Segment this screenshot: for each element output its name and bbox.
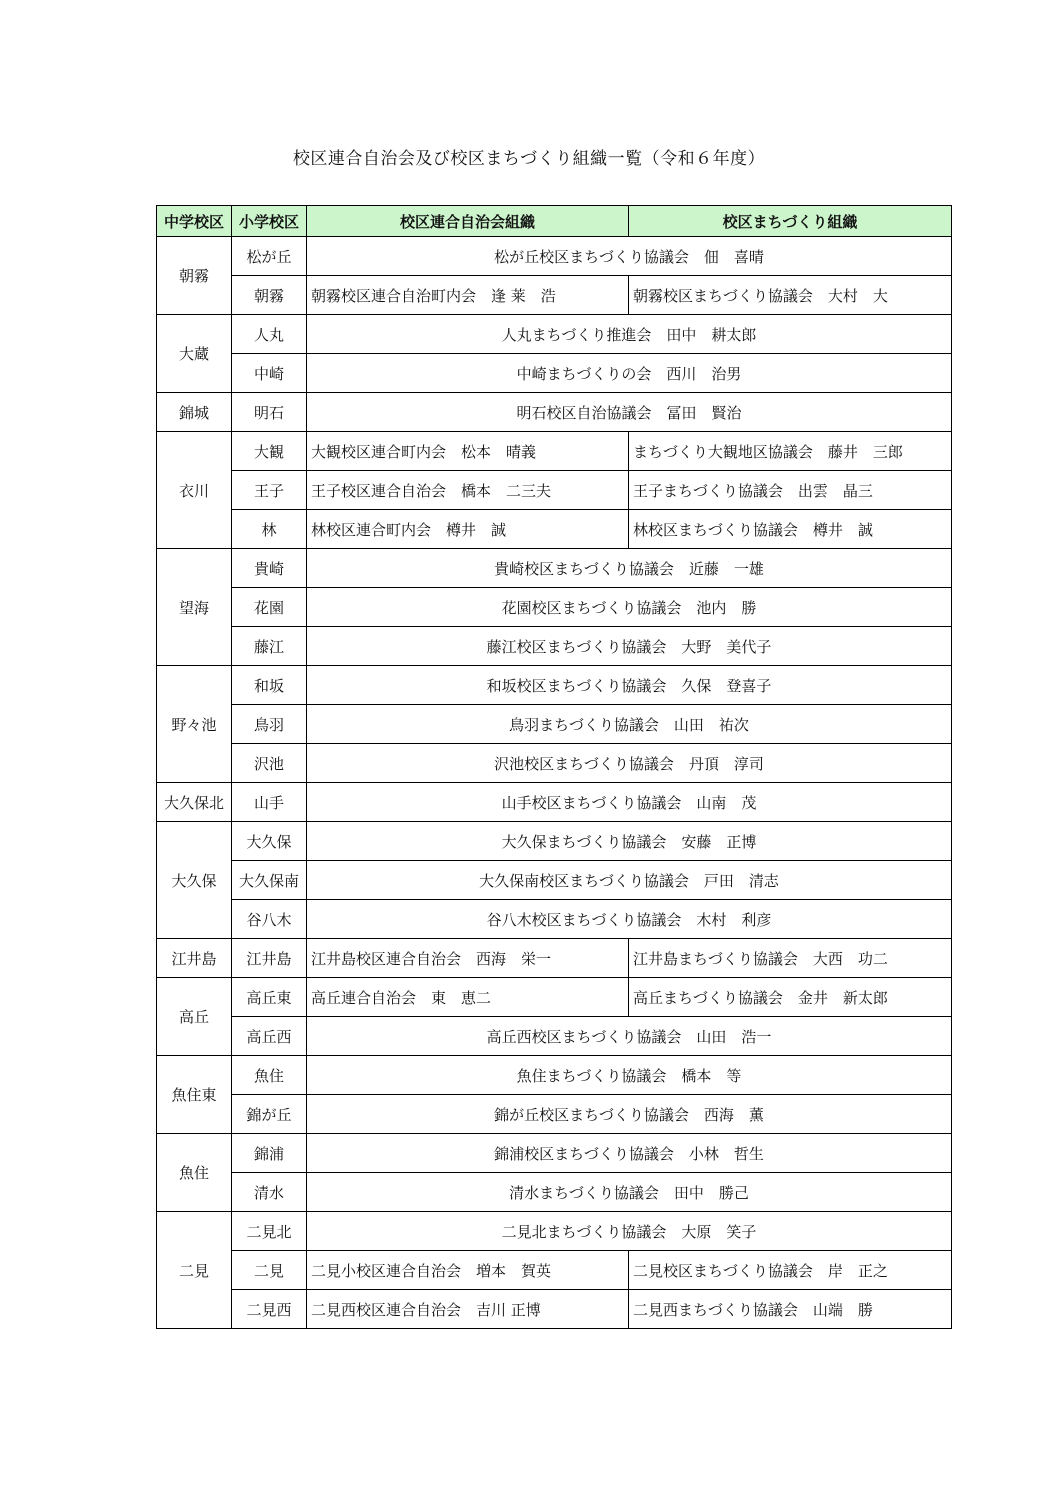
- header-junior-high-district: 中学校区: [157, 206, 232, 237]
- table-row: [157, 393, 952, 432]
- table-row: [157, 354, 952, 393]
- merged-organization-cell: 沢池校区まちづくり協議会 丹頂 淳司: [307, 744, 952, 783]
- table-row: [157, 1290, 952, 1329]
- merged-organization-cell: 谷八木校区まちづくり協議会 木村 利彦: [307, 900, 952, 939]
- table-row: [157, 549, 952, 588]
- merged-organization-cell: 松が丘校区まちづくり協議会 佃 喜晴: [307, 237, 952, 276]
- table-row: [157, 1212, 952, 1251]
- header-association: 校区連合自治会組織: [307, 206, 629, 237]
- elementary-district-cell: 中崎: [232, 354, 307, 393]
- merged-organization-cell: 中崎まちづくりの会 西川 治男: [307, 354, 952, 393]
- elementary-district-cell: 人丸: [232, 315, 307, 354]
- elementary-district-cell: 鳥羽: [232, 705, 307, 744]
- elementary-district-cell: 錦浦: [232, 1134, 307, 1173]
- elementary-district-cell: 江井島: [232, 939, 307, 978]
- table-header-row: [157, 206, 952, 237]
- table-row: [157, 1134, 952, 1173]
- table-row: [157, 666, 952, 705]
- elementary-district-cell: 錦が丘: [232, 1095, 307, 1134]
- elementary-district-cell: 高丘東: [232, 978, 307, 1017]
- merged-organization-cell: 清水まちづくり協議会 田中 勝己: [307, 1173, 952, 1212]
- elementary-district-cell: 大観: [232, 432, 307, 471]
- table-row: [157, 939, 952, 978]
- elementary-district-cell: 魚住: [232, 1056, 307, 1095]
- header-machizukuri: 校区まちづくり組織: [629, 206, 952, 237]
- organization-table: [156, 205, 952, 1329]
- merged-organization-cell: 和坂校区まちづくり協議会 久保 登喜子: [307, 666, 952, 705]
- association-cell: 高丘連合自治会 東 恵二: [307, 978, 629, 1017]
- machizukuri-cell: 王子まちづくり協議会 出雲 晶三: [629, 471, 952, 510]
- association-cell: 二見西校区連合自治会 吉川 正博: [307, 1290, 629, 1329]
- association-cell: 二見小校区連合自治会 増本 賀英: [307, 1251, 629, 1290]
- elementary-district-cell: 明石: [232, 393, 307, 432]
- junior-high-district-cell: 魚住: [157, 1134, 232, 1212]
- merged-organization-cell: 藤江校区まちづくり協議会 大野 美代子: [307, 627, 952, 666]
- elementary-district-cell: 大久保南: [232, 861, 307, 900]
- merged-organization-cell: 二見北まちづくり協議会 大原 笑子: [307, 1212, 952, 1251]
- association-cell: 朝霧校区連合自治町内会 逢 莱 浩: [307, 276, 629, 315]
- table-row: [157, 1017, 952, 1056]
- machizukuri-cell: 二見校区まちづくり協議会 岸 正之: [629, 1251, 952, 1290]
- table-row: [157, 861, 952, 900]
- merged-organization-cell: 錦浦校区まちづくり協議会 小林 哲生: [307, 1134, 952, 1173]
- elementary-district-cell: 和坂: [232, 666, 307, 705]
- junior-high-district-cell: 望海: [157, 549, 232, 666]
- merged-organization-cell: 魚住まちづくり協議会 橋本 等: [307, 1056, 952, 1095]
- merged-organization-cell: 山手校区まちづくり協議会 山南 茂: [307, 783, 952, 822]
- elementary-district-cell: 沢池: [232, 744, 307, 783]
- machizukuri-cell: 林校区まちづくり協議会 樽井 誠: [629, 510, 952, 549]
- elementary-district-cell: 二見: [232, 1251, 307, 1290]
- table-row: [157, 1251, 952, 1290]
- merged-organization-cell: 貴崎校区まちづくり協議会 近藤 一雄: [307, 549, 952, 588]
- elementary-district-cell: 二見北: [232, 1212, 307, 1251]
- table-row: [157, 744, 952, 783]
- table-row: [157, 315, 952, 354]
- merged-organization-cell: 大久保まちづくり協議会 安藤 正博: [307, 822, 952, 861]
- elementary-district-cell: 朝霧: [232, 276, 307, 315]
- junior-high-district-cell: 高丘: [157, 978, 232, 1056]
- association-cell: 大観校区連合町内会 松本 晴義: [307, 432, 629, 471]
- machizukuri-cell: 江井島まちづくり協議会 大西 功二: [629, 939, 952, 978]
- elementary-district-cell: 藤江: [232, 627, 307, 666]
- merged-organization-cell: 人丸まちづくり推進会 田中 耕太郎: [307, 315, 952, 354]
- merged-organization-cell: 花園校区まちづくり協議会 池内 勝: [307, 588, 952, 627]
- elementary-district-cell: 貴崎: [232, 549, 307, 588]
- elementary-district-cell: 谷八木: [232, 900, 307, 939]
- merged-organization-cell: 大久保南校区まちづくり協議会 戸田 清志: [307, 861, 952, 900]
- table-row: [157, 510, 952, 549]
- header-elementary-district: 小学校区: [232, 206, 307, 237]
- table-row: [157, 1095, 952, 1134]
- elementary-district-cell: 王子: [232, 471, 307, 510]
- association-cell: 江井島校区連合自治会 西海 栄一: [307, 939, 629, 978]
- junior-high-district-cell: 二見: [157, 1212, 232, 1329]
- junior-high-district-cell: 大蔵: [157, 315, 232, 393]
- merged-organization-cell: 高丘西校区まちづくり協議会 山田 浩一: [307, 1017, 952, 1056]
- machizukuri-cell: まちづくり大観地区協議会 藤井 三郎: [629, 432, 952, 471]
- machizukuri-cell: 朝霧校区まちづくり協議会 大村 大: [629, 276, 952, 315]
- association-cell: 王子校区連合自治会 橋本 二三夫: [307, 471, 629, 510]
- elementary-district-cell: 高丘西: [232, 1017, 307, 1056]
- table-row: [157, 276, 952, 315]
- junior-high-district-cell: 魚住東: [157, 1056, 232, 1134]
- table-row: [157, 1056, 952, 1095]
- junior-high-district-cell: 錦城: [157, 393, 232, 432]
- junior-high-district-cell: 江井島: [157, 939, 232, 978]
- association-cell: 林校区連合町内会 樽井 誠: [307, 510, 629, 549]
- table-row: [157, 705, 952, 744]
- table-row: [157, 978, 952, 1017]
- junior-high-district-cell: 大久保: [157, 822, 232, 939]
- junior-high-district-cell: 野々池: [157, 666, 232, 783]
- elementary-district-cell: 松が丘: [232, 237, 307, 276]
- elementary-district-cell: 花園: [232, 588, 307, 627]
- elementary-district-cell: 山手: [232, 783, 307, 822]
- elementary-district-cell: 林: [232, 510, 307, 549]
- table-row: [157, 588, 952, 627]
- table-row: [157, 237, 952, 276]
- table-row: [157, 783, 952, 822]
- page-title: 校区連合自治会及び校区まちづくり組織一覧（令和６年度）: [292, 149, 766, 169]
- merged-organization-cell: 明石校区自治協議会 冨田 賢治: [307, 393, 952, 432]
- merged-organization-cell: 錦が丘校区まちづくり協議会 西海 薫: [307, 1095, 952, 1134]
- junior-high-district-cell: 衣川: [157, 432, 232, 549]
- elementary-district-cell: 清水: [232, 1173, 307, 1212]
- machizukuri-cell: 二見西まちづくり協議会 山端 勝: [629, 1290, 952, 1329]
- table-row: [157, 432, 952, 471]
- table-row: [157, 900, 952, 939]
- elementary-district-cell: 二見西: [232, 1290, 307, 1329]
- table-row: [157, 1173, 952, 1212]
- junior-high-district-cell: 大久保北: [157, 783, 232, 822]
- elementary-district-cell: 大久保: [232, 822, 307, 861]
- machizukuri-cell: 高丘まちづくり協議会 金井 新太郎: [629, 978, 952, 1017]
- table-row: [157, 627, 952, 666]
- junior-high-district-cell: 朝霧: [157, 237, 232, 315]
- merged-organization-cell: 鳥羽まちづくり協議会 山田 祐次: [307, 705, 952, 744]
- table-row: [157, 471, 952, 510]
